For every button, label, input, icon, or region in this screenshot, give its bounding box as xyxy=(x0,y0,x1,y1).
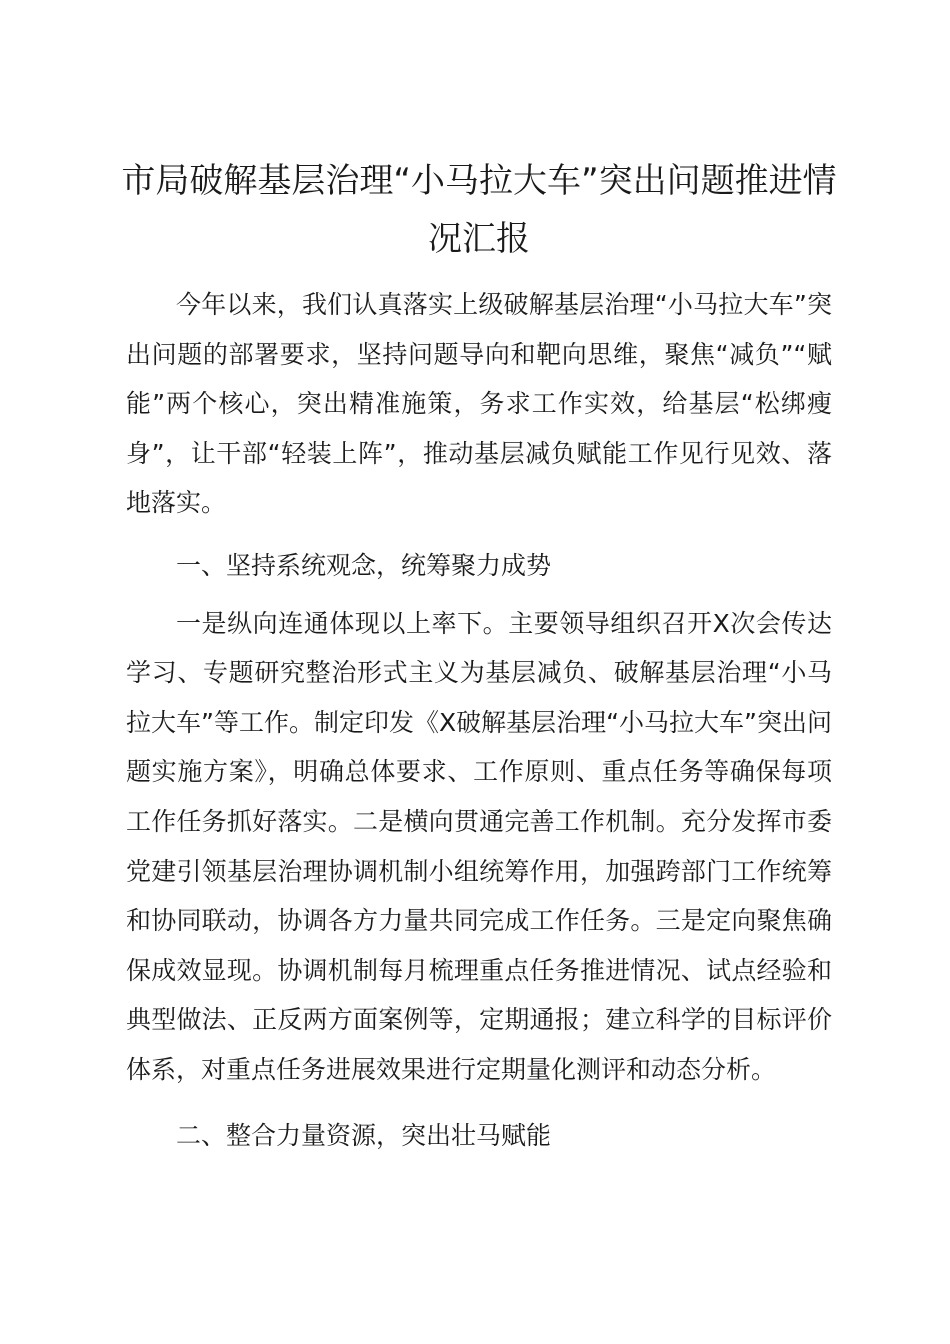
document-title: 市局破解基层治理“小马拉大车”突出问题推进情况汇报 xyxy=(121,161,837,259)
section-paragraph-1: 一是纵向连通体现以上率下。主要领导组织召开X次会传达学习、专题研究整治形式主义为基层减负、破解基层治理“小马拉大车”等工作。制定印发《X破解基层治理“小马拉大车”突出问题实施方案》，明确总体要求、工作原则、重点任务等确保每项工作任务抓好落实。二是横向贯通完善工作机制。充分发挥市委党建引领基层治理协调机制小组统筹作用，加强跨部门工作统筹和协同联动，协调各方力量共同完成工作任务。三是定向聚焦确保成效显现。协调机制每月梳理重点任务推进情况、试点经验和典型做法、正反两方面案例等，定期通报；建立科学的目标评价体系，对重点任务进展效果进行定期量化测评和动态分析。 xyxy=(126,608,832,1084)
intro-paragraph: 今年以来，我们认真落实上级破解基层治理“小马拉大车”突出问题的部署要求，坚持问题导向和靶向思维，聚焦“减负”“赋能”两个核心，突出精准施策，务求工作实效，给基层“松绑瘦身”，让干部“轻装上阵”，推动基层减负赋能工作见行见效、落地落实。 xyxy=(126,290,832,518)
section-heading-1: 一、坚持系统观念，统筹聚力成势 xyxy=(176,550,552,580)
section-heading-2: 二、整合力量资源，突出壮马赋能 xyxy=(176,1120,552,1150)
document-body xyxy=(126,280,832,1160)
